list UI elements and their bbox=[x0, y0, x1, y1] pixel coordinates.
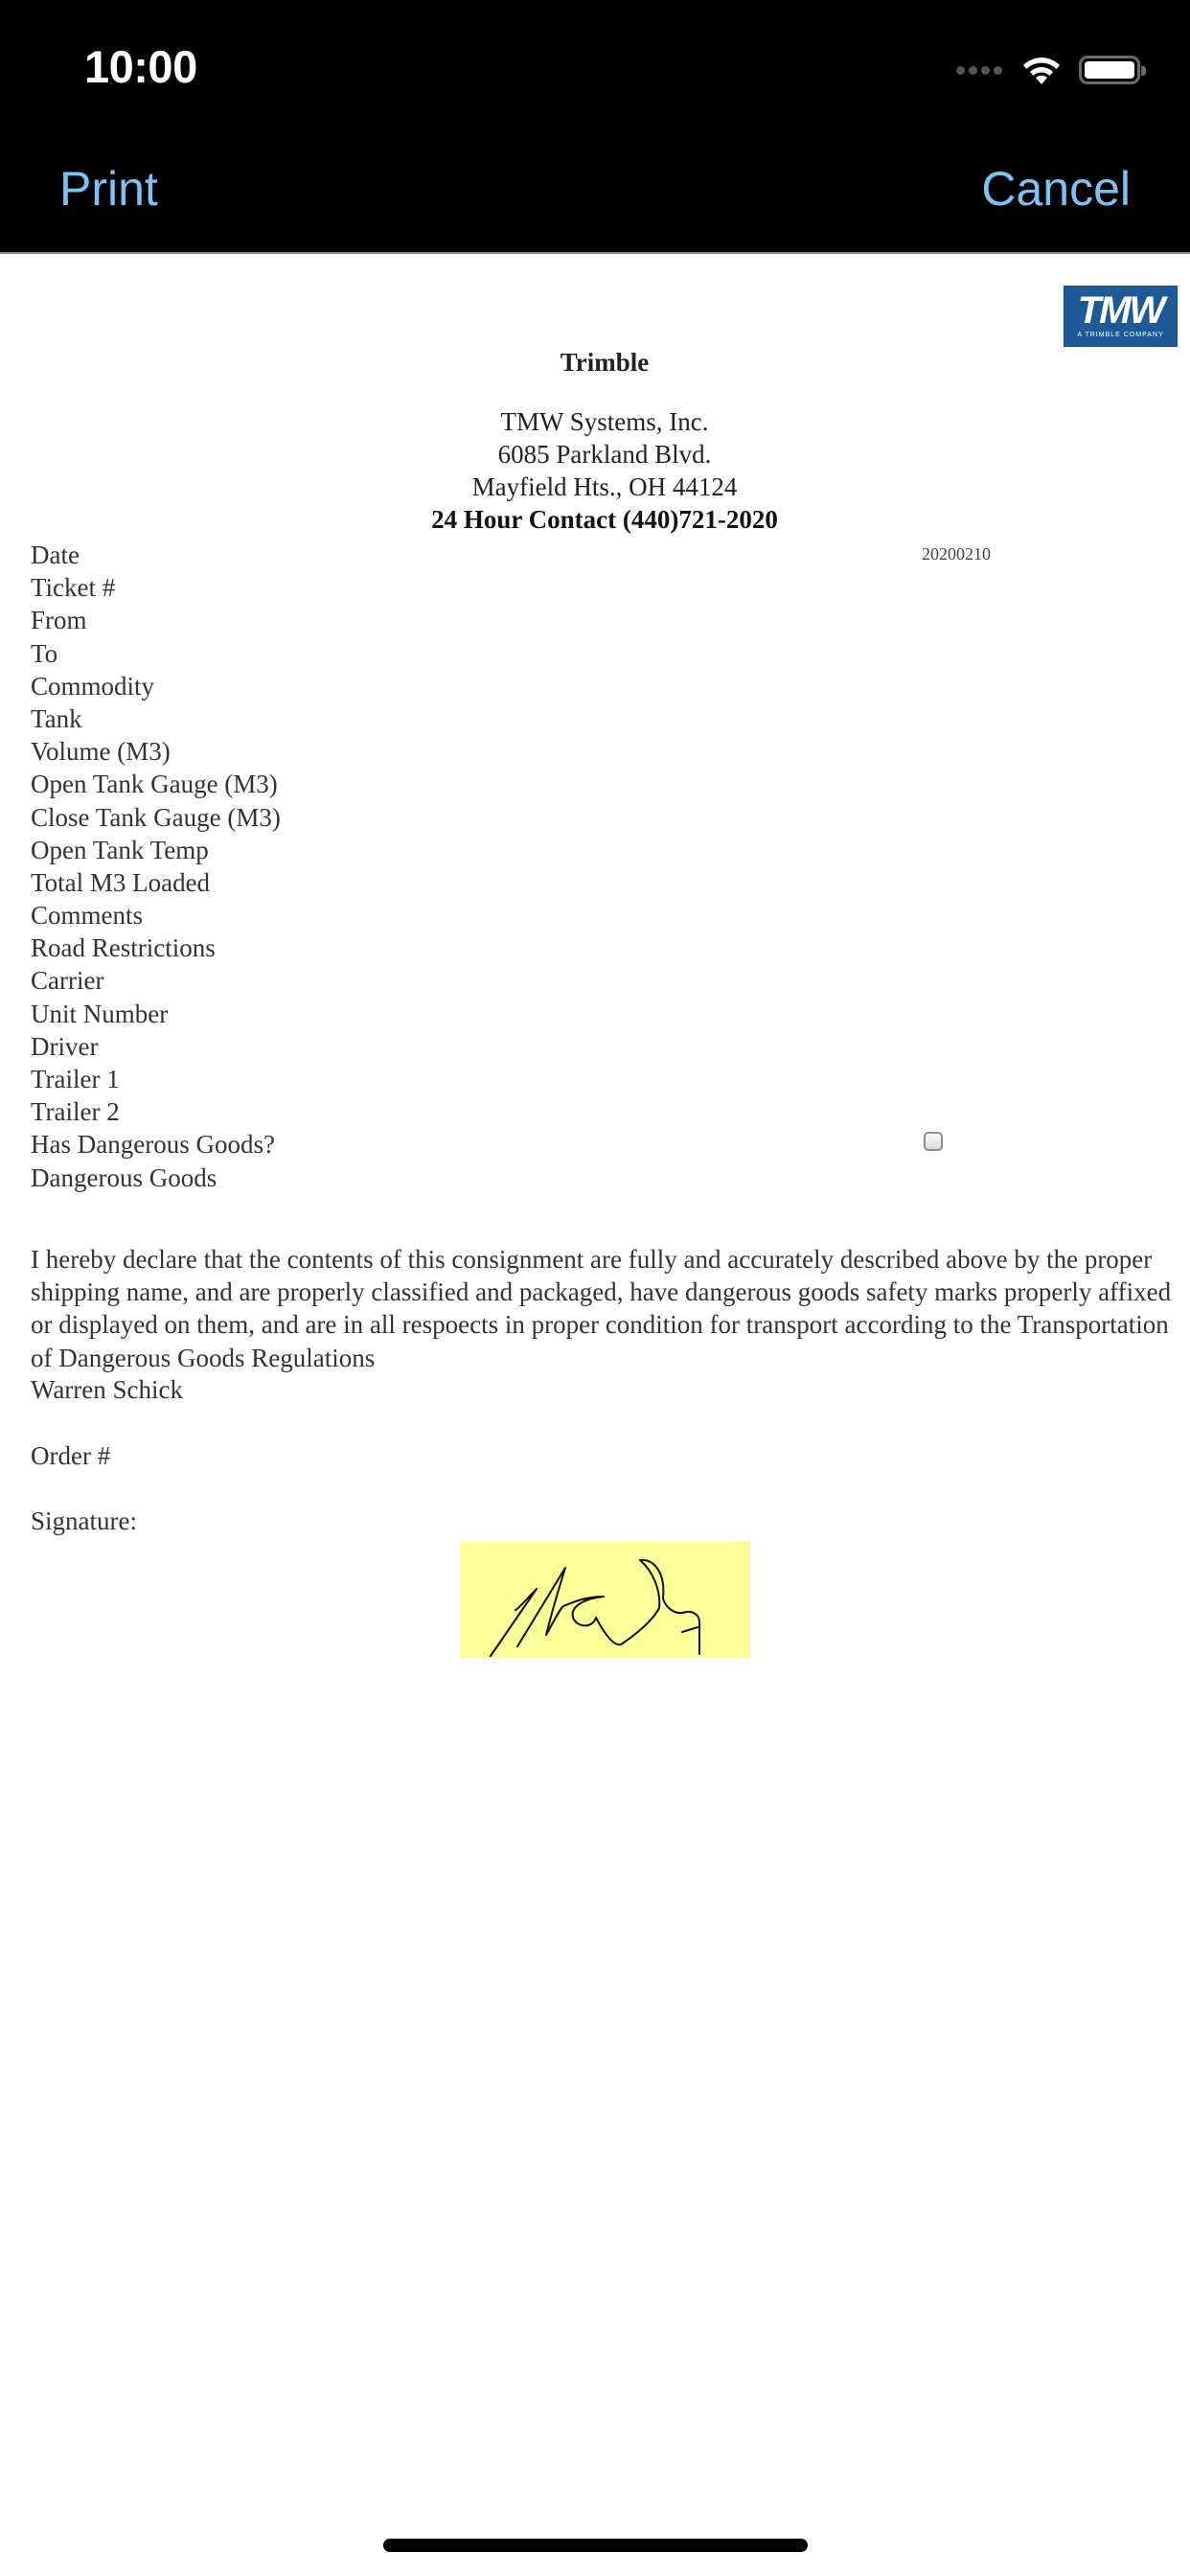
field-label-comments: Comments bbox=[31, 901, 144, 931]
signature-label: Signature: bbox=[31, 1506, 137, 1535]
date-value: 20200210 bbox=[922, 544, 991, 564]
address-line-2: 6085 Parkland Blvd. bbox=[497, 440, 712, 469]
field-label-dangerous-goods: Dangerous Goods bbox=[31, 1162, 217, 1192]
top-bar bbox=[0, 0, 1190, 254]
logo-text: TMW bbox=[1077, 289, 1164, 332]
order-number-label: Order # bbox=[31, 1441, 111, 1470]
field-label-volume: Volume (M3) bbox=[31, 737, 171, 767]
field-label-open-tank-temp: Open Tank Temp bbox=[31, 835, 209, 864]
contact-line: 24 Hour Contact (440)721-2020 bbox=[431, 505, 778, 534]
field-label-has-dangerous-goods: Has Dangerous Goods? bbox=[31, 1130, 275, 1160]
field-label-carrier: Carrier bbox=[31, 966, 104, 996]
has-dangerous-goods-checkbox[interactable] bbox=[924, 1132, 943, 1151]
address-line-3: Mayfield Hts., OH 44124 bbox=[471, 472, 738, 501]
status-icons bbox=[956, 54, 1140, 86]
tmw-logo bbox=[1064, 286, 1178, 347]
signature-image bbox=[460, 1541, 750, 1658]
field-label-open-tank-gauge: Open Tank Gauge (M3) bbox=[31, 770, 278, 799]
field-label-driver: Driver bbox=[31, 1031, 99, 1061]
company-name: Trimble bbox=[560, 348, 650, 377]
home-indicator[interactable] bbox=[383, 2539, 808, 2552]
address-line-1: TMW Systems, Inc. bbox=[500, 407, 709, 436]
field-label-from: From bbox=[31, 606, 87, 635]
battery-icon bbox=[1079, 56, 1140, 84]
signature-stroke-icon bbox=[460, 1541, 750, 1658]
field-label-unit-number: Unit Number bbox=[31, 999, 169, 1028]
field-label-tank: Tank bbox=[31, 703, 82, 733]
field-label-trailer-2: Trailer 2 bbox=[31, 1097, 120, 1127]
field-label-trailer-1: Trailer 1 bbox=[31, 1065, 120, 1093]
status-time: 10:00 bbox=[84, 41, 197, 92]
field-label-ticket: Ticket # bbox=[31, 573, 116, 603]
cancel-button[interactable]: Cancel bbox=[981, 162, 1131, 216]
field-list bbox=[31, 539, 281, 1194]
cellular-signal-icon bbox=[956, 66, 1002, 75]
field-label-to: To bbox=[31, 638, 58, 668]
field-label-road-restrictions: Road Restrictions bbox=[31, 933, 216, 963]
print-button[interactable]: Print bbox=[59, 162, 158, 216]
logo-tagline: A TRIMBLE COMPANY bbox=[1077, 332, 1164, 338]
field-label-commodity: Commodity bbox=[31, 671, 155, 701]
signer-name: Warren Schick bbox=[31, 1375, 184, 1404]
field-label-close-tank-gauge: Close Tank Gauge (M3) bbox=[31, 802, 281, 832]
declaration-text: I hereby declare that the contents of this consignment are fully and accurately described above by the proper shipping name, and are properly classified and packaged, have dangerous goods safety marks properly affixed or displayed on them, and are in all respoects in proper condition for transport according to the Transportation of Dangerous Goods Regulations bbox=[31, 1245, 1172, 1372]
field-label-date: Date bbox=[31, 540, 80, 569]
field-label-total-loaded: Total M3 Loaded bbox=[31, 867, 211, 897]
wifi-icon bbox=[1019, 54, 1064, 86]
